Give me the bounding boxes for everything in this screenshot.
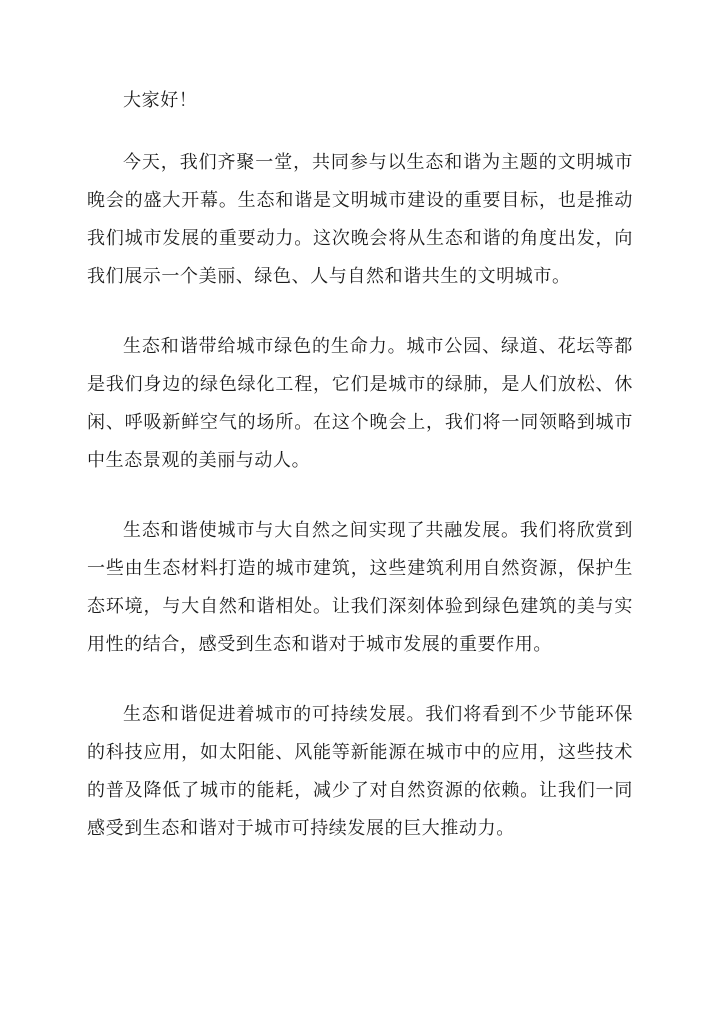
- paragraph-1: 今天，我们齐聚一堂，共同参与以生态和谐为主题的文明城市晚会的盛大开幕。生态和谐是文明城市建设的重要目标，也是推动我们城市发展的重要动力。这次晚会将从生态和谐的角度出发，向我们展示一个美丽、绿色、人与自然和谐共生的文明城市。: [87, 152, 633, 287]
- paragraph-2: 生态和谐带给城市绿色的生命力。城市公园、绿道、花坛等都是我们身边的绿色绿化工程，它们是城市的绿肺，是人们放松、休闲、呼吸新鲜空气的场所。在这个晚会上，我们将一同领略到城市中生态景观的美丽与动人。: [87, 336, 633, 471]
- greeting: 大家好！: [123, 90, 198, 111]
- paragraph-3: 生态和谐使城市与大自然之间实现了共融发展。我们将欣赏到一些由生态材料打造的城市建筑，这些建筑利用自然资源，保护生态环境，与大自然和谐相处。让我们深刻体验到绿色建筑的美与实用性的结合，感受到生态和谐对于城市发展的重要作用。: [87, 520, 633, 655]
- speech-body: [87, 82, 633, 848]
- paragraph-4: 生态和谐促进着城市的可持续发展。我们将看到不少节能环保的科技应用，如太阳能、风能等新能源在城市中的应用，这些技术的普及降低了城市的能耗，减少了对自然资源的依赖。让我们一同感受到生态和谐对于城市可持续发展的巨大推动力。: [87, 704, 633, 839]
